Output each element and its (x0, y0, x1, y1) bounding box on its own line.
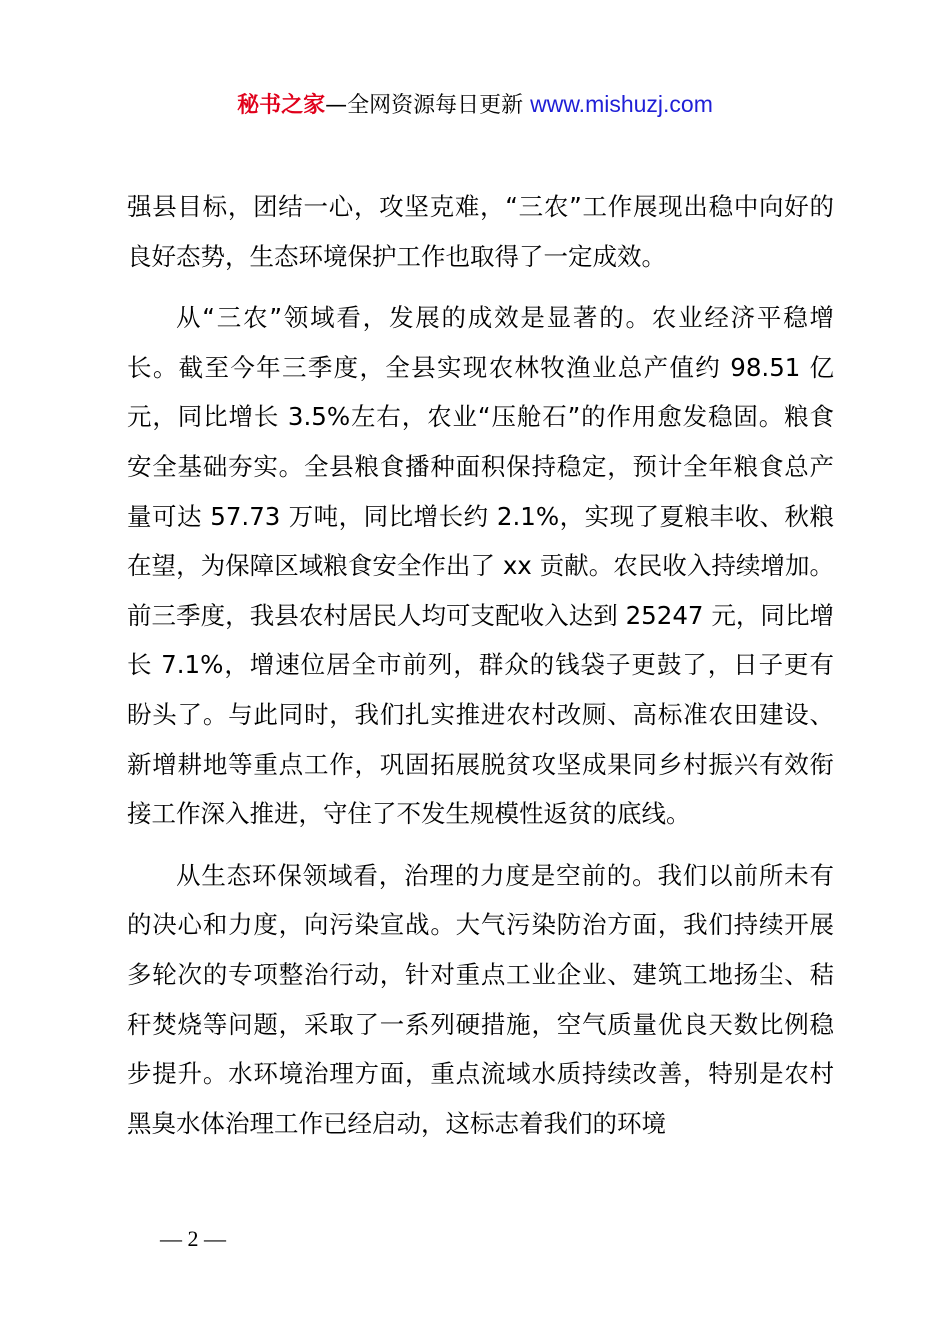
site-url-link[interactable]: www.mishuzj.com (530, 91, 713, 117)
site-brand: 秘书之家 (237, 93, 326, 118)
paragraph-agriculture: 从“三农”领域看，发展的成效是显著的。农业经济平稳增长。截至今年三季度，全县实现农林牧渔业总产值约 98.51 亿元，同比增长 3.5%左右，农业“压舱石”的作用愈发稳固。粮食安全基础夯实。全县粮食播种面积保持稳定，预计全年粮食总产量可达 57.73 万吨，同比增长约 2.1%，实现了夏粮丰收、秋粮在望，为保障区域粮食安全作出了 xx 贡献。农民收入持续增加。前三季度，我县农村居民人均可支配收入达到 25247 元，同比增长 7.1%，增速位居全市前列，群众的钱袋子更鼓了，日子更有盼头了。与此同时，我们扎实推进农村改厕、高标准农田建设、新增耕地等重点工作，巩固拓展脱贫攻坚成果同乡村振兴有效衔接工作深入推进，守住了不发生规模性返贫的底线。 (127, 303, 834, 829)
paragraph-environment: 从生态环保领域看，治理的力度是空前的。我们以前所未有的决心和力度，向污染宣战。大气污染防治方面，我们持续开展多轮次的专项整治行动，针对重点工业企业、建筑工地扬尘、秸秆焚烧等问题，采取了一系列硬措施，空气质量优良天数比例稳步提升。水环境治理方面，重点流域水质持续改善，特别是农村黑臭水体治理工作已经启动，这标志着我们的环境 (127, 860, 834, 1138)
paragraph-continuation: 强县目标，团结一心，攻坚克难，“三农”工作展现出稳中向好的良好态势，生态环境保护工作也取得了一定成效。 (127, 192, 834, 271)
site-header (0, 88, 950, 122)
document-body (127, 182, 834, 1148)
site-slogan: —全网资源每日更新 (325, 93, 531, 118)
page-number: — 2 — (160, 1226, 226, 1251)
